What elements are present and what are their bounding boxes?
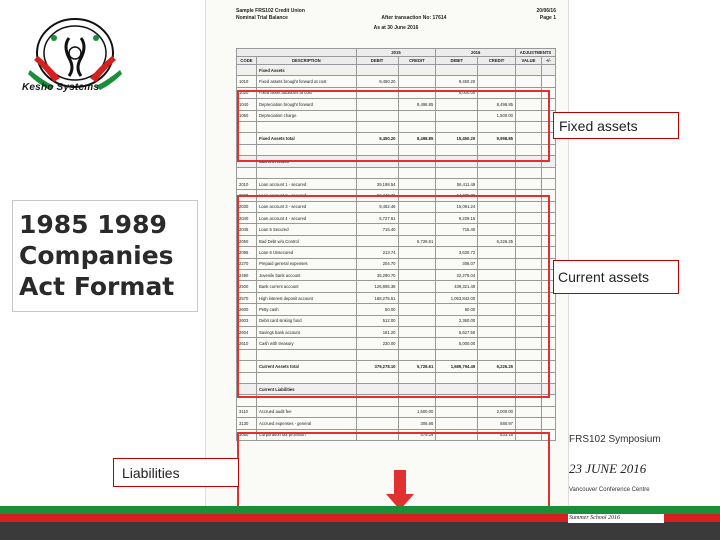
ledger-row xyxy=(237,178,556,189)
ledger-cell-d2: 5,627.50 xyxy=(436,326,478,337)
company-name: Sample FRS102 Credit Union xyxy=(236,8,305,14)
ledger-cell-d1: 39,198.54 xyxy=(356,178,398,189)
ledger-cell-d1 xyxy=(356,167,398,178)
symposium-label: FRS102 Symposium xyxy=(569,434,661,445)
fixed-assets-highlight xyxy=(237,90,550,162)
ledger-cell-code: 2040 xyxy=(237,213,257,224)
ledger-cell-desc: Fixed Assets total xyxy=(256,133,356,144)
ledger-cell-d1: 715.40 xyxy=(356,224,398,235)
ledger-cell-c2: 6,226.25 xyxy=(478,235,516,246)
ledger-cell-desc: Current Assets total xyxy=(256,361,356,372)
document-header xyxy=(236,8,556,31)
ledger-cell-d2 xyxy=(436,406,478,417)
ledger-cell-d2 xyxy=(436,167,478,178)
ledger-cell-c1: 5,728.61 xyxy=(398,235,436,246)
fixed-assets-callout: Fixed assets xyxy=(553,112,679,139)
ledger-cell-adjustment xyxy=(541,178,555,189)
ledger-cell-desc: Fixed asset additions at cost xyxy=(256,87,356,98)
ledger-cell-c1: 5,728.61 xyxy=(398,361,436,372)
ledger-cell-d2: 5,000.00 xyxy=(436,338,478,349)
ledger-cell-d2: 3,630.72 xyxy=(436,247,478,258)
ledger-cell-c1: 479.29 xyxy=(398,429,436,440)
ledger-cell-desc: Bad Debt w/o Control xyxy=(256,235,356,246)
column-header: DEBIT xyxy=(356,57,398,65)
title-line-1: 1985 1989 xyxy=(19,210,167,239)
current-assets-callout: Current assets xyxy=(553,260,679,294)
ledger-cell-c2 xyxy=(478,178,516,189)
ledger-cell-d2: 60.00 xyxy=(436,304,478,315)
header-adjustments: ADJUSTMENTS xyxy=(515,49,555,57)
ledger-cell-c2: 9,998.85 xyxy=(478,133,516,144)
ledger-cell-adjustment xyxy=(541,406,555,417)
ledger-cell-desc: Current Liabilities xyxy=(256,383,356,394)
current-assets-highlight xyxy=(237,195,550,398)
ledger-cell-c1: 8,498.85 xyxy=(398,99,436,110)
as-of-date: As at 30 June 2016 xyxy=(373,25,419,31)
footer-text: Summer School 2016 xyxy=(569,515,620,521)
ledger-cell-code: 2603 xyxy=(237,315,257,326)
ledger-cell-adjustment xyxy=(541,167,555,178)
ledger-cell-d1: 50.00 xyxy=(356,304,398,315)
ledger-cell-code: 3050 xyxy=(237,429,257,440)
column-header: +/- xyxy=(541,57,555,65)
ledger-cell-code: 1050 xyxy=(237,110,257,121)
ledger-cell-c1 xyxy=(398,178,436,189)
ledger-cell-code: 2050 xyxy=(237,235,257,246)
ledger-cell-d1: 52,446.76 xyxy=(356,190,398,201)
page-number: Page 1 xyxy=(539,15,556,21)
column-header: CODE xyxy=(237,57,257,65)
ledger-row xyxy=(237,65,556,76)
ledger-cell-c2 xyxy=(478,65,516,76)
ledger-cell-adjustment xyxy=(515,167,541,178)
ledger-cell-d2: 439,321.49 xyxy=(436,281,478,292)
venue-label: Vancouver Conference Centre xyxy=(569,487,650,493)
ledger-cell-c1 xyxy=(398,76,436,87)
ledger-cell-adjustment xyxy=(541,65,555,76)
ledger-cell-c2: 833.16 xyxy=(478,429,516,440)
column-header: CREDIT xyxy=(398,57,436,65)
ledger-cell-code: 2500 xyxy=(237,281,257,292)
ledger-cell-code: 2020 xyxy=(237,190,257,201)
liabilities-callout: Liabilities xyxy=(113,458,239,487)
ledger-cell-desc: Juvenile bank account xyxy=(256,270,356,281)
ledger-row xyxy=(237,167,556,178)
ledger-cell-code: 3110 xyxy=(237,406,257,417)
ledger-cell-d1: 9,450.20 xyxy=(356,76,398,87)
ledger-cell-c1: 8,498.85 xyxy=(398,133,436,144)
ledger-cell-d2: 15,091.24 xyxy=(436,201,478,212)
ledger-cell-d2: 1,053,842.00 xyxy=(436,292,478,303)
ledger-cell-desc: Savings bank account xyxy=(256,326,356,337)
ledger-cell-desc: Accrued expenses - general xyxy=(256,418,356,429)
ledger-cell-d1 xyxy=(356,418,398,429)
ledger-cell-d1: 230.00 xyxy=(356,338,398,349)
title-box xyxy=(12,200,198,312)
ledger-cell-d2: 32,276.04 xyxy=(436,270,478,281)
ledger-cell-desc: Loan account 4 - secured xyxy=(256,213,356,224)
ledger-cell-code: 2490 xyxy=(237,270,257,281)
ledger-cell-adjustment xyxy=(515,178,541,189)
ledger-cell-desc: Loan account 3 - secured xyxy=(256,201,356,212)
column-header: CREDIT xyxy=(478,57,516,65)
ledger-cell-desc xyxy=(256,167,356,178)
ledger-cell-code: 2270 xyxy=(237,258,257,269)
ledger-cell-desc: Debit card sinking fund xyxy=(256,315,356,326)
ledger-cell-code: 2600 xyxy=(237,304,257,315)
ledger-cell-desc: Prepaid general expenses xyxy=(256,258,356,269)
ledger-cell-code: 2045 xyxy=(237,224,257,235)
ledger-cell-d2: 56,411.49 xyxy=(436,178,478,189)
down-arrow-icon xyxy=(386,470,414,510)
ledger-cell-d1 xyxy=(356,65,398,76)
ledger-cell-d1: 181.20 xyxy=(356,326,398,337)
green-band xyxy=(0,506,720,514)
ledger-cell-desc: Depreciation charge xyxy=(256,110,356,121)
header-blank xyxy=(237,49,357,57)
ledger-row xyxy=(237,406,556,417)
ledger-cell-desc: Corporation tax provision xyxy=(256,429,356,440)
ledger-cell-d2: 6,000.00 xyxy=(436,87,478,98)
column-header: VALUE xyxy=(515,57,541,65)
ledger-cell-c2: 1,500.00 xyxy=(478,110,516,121)
event-date: 23 JUNE 2016 xyxy=(569,461,647,476)
ledger-cell-d1: 126,895.38 xyxy=(356,281,398,292)
ledger-cell-desc: Loan account 2 - secured xyxy=(256,190,356,201)
ledger-row xyxy=(237,418,556,429)
ledger-cell-adjustment xyxy=(515,418,541,429)
ledger-cell-adjustment xyxy=(541,76,555,87)
ledger-cell-code: 1020 xyxy=(237,87,257,98)
ledger-cell-d2: 306.07 xyxy=(436,258,478,269)
ledger-cell-adjustment xyxy=(515,76,541,87)
ledger-cell-d2 xyxy=(436,418,478,429)
ledger-cell-c1: 1,500.00 xyxy=(398,406,436,417)
ledger-cell-c1: 306.66 xyxy=(398,418,436,429)
ledger-cell-d2 xyxy=(436,65,478,76)
ledger-cell-c2: 580.97 xyxy=(478,418,516,429)
ledger-cell-d1: 379,278.10 xyxy=(356,361,398,372)
header-year-2: 2016 xyxy=(436,49,516,57)
ledger-cell-code xyxy=(237,167,257,178)
ledger-cell-c2: 8,498.85 xyxy=(478,99,516,110)
ledger-cell-d2: 15,450.20 xyxy=(436,133,478,144)
ledger-cell-code: 2030 xyxy=(237,201,257,212)
ledger-cell-code: 2095 xyxy=(237,247,257,258)
ledger-cell-desc: Bank current account xyxy=(256,281,356,292)
column-header: DESCRIPTION xyxy=(256,57,356,65)
column-header: DEBIT xyxy=(436,57,478,65)
ledger-cell-c1 xyxy=(398,65,436,76)
ledger-cell-d1: 168,275.51 xyxy=(356,292,398,303)
ledger-cell-d2: 9,229.15 xyxy=(436,213,478,224)
ledger-cell-d1: 204.70 xyxy=(356,258,398,269)
ledger-cell-code: 3130 xyxy=(237,418,257,429)
ledger-cell-desc: Loan 6 Unsecured xyxy=(256,247,356,258)
ledger-cell-d2: 2,360.00 xyxy=(436,315,478,326)
ledger-cell-code: 1040 xyxy=(237,99,257,110)
ledger-cell-d1: 35,290.70 xyxy=(356,270,398,281)
ledger-cell-adjustment xyxy=(541,418,555,429)
ledger-cell-desc: Accrued audit fee xyxy=(256,406,356,417)
ledger-cell-code xyxy=(237,65,257,76)
ledger-cell-desc: Loan 5 Secured xyxy=(256,224,356,235)
ledger-cell-code: 2570 xyxy=(237,292,257,303)
ledger-cell-d2: 64,989.79 xyxy=(436,190,478,201)
logo-text: Kesho Systems xyxy=(22,82,100,93)
ledger-cell-d1: 9,450.20 xyxy=(356,133,398,144)
ledger-cell-code: 2610 xyxy=(237,338,257,349)
ledger-cell-d2: 1,689,794.49 xyxy=(436,361,478,372)
ledger-cell-d2: 715.40 xyxy=(436,224,478,235)
ledger-cell-adjustment xyxy=(515,65,541,76)
ledger-cell-desc: Current Assets xyxy=(256,156,356,167)
ledger-cell-d2: 9,450.20 xyxy=(436,76,478,87)
title-line-2: Companies xyxy=(19,241,174,270)
ledger-cell-d1: 213.74 xyxy=(356,247,398,258)
ledger-cell-c2 xyxy=(478,167,516,178)
ledger-cell-code: 2010 xyxy=(237,178,257,189)
ledger-cell-d1 xyxy=(356,406,398,417)
ledger-cell-desc: Cash with treasury xyxy=(256,338,356,349)
ledger-cell-desc: Fixed assets brought forward at cost xyxy=(256,76,356,87)
ledger-cell-adjustment xyxy=(515,406,541,417)
ledger-row xyxy=(237,76,556,87)
ledger-cell-desc: Petty cash xyxy=(256,304,356,315)
ledger-cell-desc: Loan account 1 - secured xyxy=(256,178,356,189)
ledger-cell-desc: Fixed Assets xyxy=(256,65,356,76)
ledger-cell-c1 xyxy=(398,167,436,178)
ledger-cell-c2 xyxy=(478,76,516,87)
ledger-cell-d1: 5,727.61 xyxy=(356,213,398,224)
dark-band xyxy=(0,522,720,540)
ledger-cell-d1: 9,462.46 xyxy=(356,201,398,212)
header-year-1: 2015 xyxy=(356,49,436,57)
ledger-cell-c2: 6,226.25 xyxy=(478,361,516,372)
ledger-cell-desc: High interest deposit account xyxy=(256,292,356,303)
ledger-cell-c2: 2,000.00 xyxy=(478,406,516,417)
title-line-3: Act Format xyxy=(19,272,175,301)
after-transaction: After transaction No: 17614 xyxy=(381,15,447,21)
report-name: Nominal Trial Balance xyxy=(236,15,288,21)
ledger-cell-desc: Depreciation brought forward xyxy=(256,99,356,110)
ledger-cell-d1: 512.00 xyxy=(356,315,398,326)
ledger-cell-code: 1010 xyxy=(237,76,257,87)
report-date: 20/06/16 xyxy=(536,8,556,14)
ledger-cell-code: 2604 xyxy=(237,326,257,337)
